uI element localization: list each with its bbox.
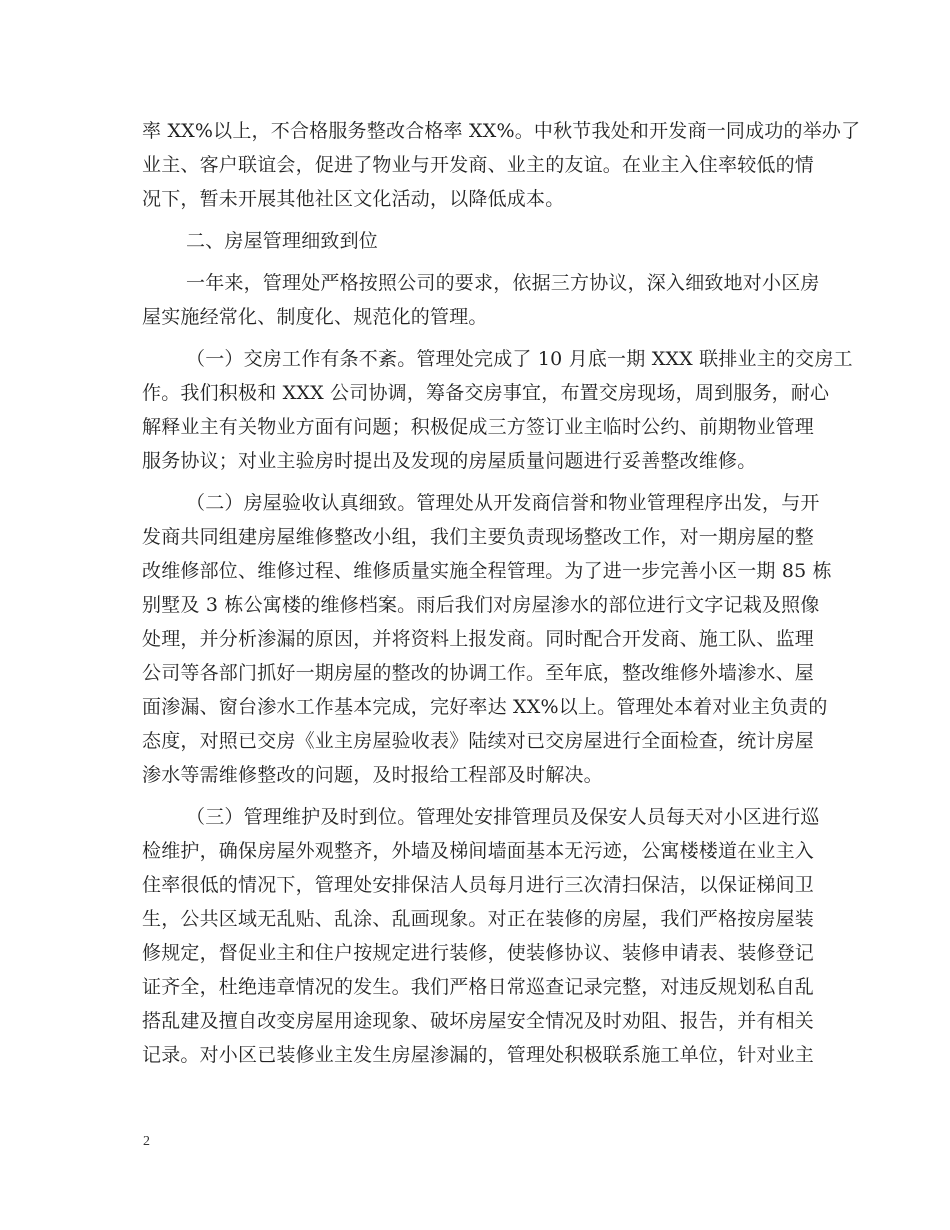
paragraph-handover xyxy=(142,342,853,478)
text-line: （二）房屋验收认真细致。管理处从开发商信誉和物业管理程序出发，与开 xyxy=(186,492,820,514)
text-line: 改维修部位、维修过程、维修质量实施全程管理。为了进一步完善小区一期 85 栋 xyxy=(142,560,832,582)
text-line: 公司等各部门抓好一期房屋的整改的协调工作。至年底，整改维修外墙渗水、屋 xyxy=(142,662,815,684)
text-line: 态度，对照已交房《业主房屋验收表》陆续对已交房屋进行全面检查，统计房屋 xyxy=(142,730,815,752)
section-heading xyxy=(142,224,808,258)
text-line: 修规定，督促业主和住户按规定进行装修，使装修协议、装修申请表、装修登记 xyxy=(142,942,815,964)
paragraph-summary xyxy=(142,266,820,334)
page-number: 2 xyxy=(143,1134,150,1149)
text-line: 业主、客户联谊会，促进了物业与开发商、业主的友谊。在业主入住率较低的情 xyxy=(142,154,815,176)
text-line: 况下，暂未开展其他社区文化活动，以降低成本。 xyxy=(142,188,565,210)
text-line: （三）管理维护及时到位。管理处安排管理员及保安人员每天对小区进行巡 xyxy=(186,806,820,828)
text-line: 检维护，确保房屋外观整齐，外墙及梯间墙面基本无污迹，公寓楼楼道在业主入 xyxy=(142,840,815,862)
text-line: 记录。对小区已装修业主发生房屋渗漏的，管理处积极联系施工单位，针对业主 xyxy=(142,1044,815,1066)
text-line: 作。我们积极和 XXX 公司协调，筹备交房事宜，布置交房现场，周到服务，耐心 xyxy=(142,382,830,404)
paragraph-intro xyxy=(142,114,861,216)
text-line: 处理，并分析渗漏的原因，并将资料上报发商。同时配合开发商、施工队、监理 xyxy=(142,628,815,650)
text-line: 解释业主有关物业方面有问题；积极促成三方签订业主临时公约、前期物业管理 xyxy=(142,416,815,438)
text-line: 证齐全，杜绝违章情况的发生。我们严格日常巡查记录完整，对违反规划私自乱 xyxy=(142,976,815,998)
text-line: 面渗漏、窗台渗水工作基本完成，完好率达 XX%以上。管理处本着对业主负责的 xyxy=(142,696,828,718)
text-line: 渗水等需维修整改的问题，及时报给工程部及时解决。 xyxy=(142,764,603,786)
text-line: 别墅及 3 栋公寓楼的维修档案。雨后我们对房屋渗水的部位进行文字记栽及照像 xyxy=(142,594,820,616)
text-line: 屋实施经常化、制度化、规范化的管理。 xyxy=(142,306,488,328)
paragraph-inspection xyxy=(142,486,832,792)
text-line: 搭乱建及擅自改变房屋用途现象、破坏房屋安全情况及时劝阻、报告，并有相关 xyxy=(142,1010,815,1032)
text-line: 服务协议；对业主验房时提出及发现的房屋质量问题进行妥善整改维修。 xyxy=(142,450,757,472)
paragraph-maintenance xyxy=(142,800,820,1072)
text-line: 发商共同组建房屋维修整改小组，我们主要负责现场整改工作，对一期房屋的整 xyxy=(142,526,815,548)
text-line: 住率很低的情况下，管理处安排保洁人员每月进行三次清扫保洁，以保证梯间卫 xyxy=(142,874,815,896)
text-line: （一）交房工作有条不紊。管理处完成了 10 月底一期 XXX 联排业主的交房工 xyxy=(186,348,853,370)
text-line: 一年来，管理处严格按照公司的要求，依据三方协议，深入细致地对小区房 xyxy=(186,272,820,294)
document-body xyxy=(142,114,861,1080)
text-line: 率 XX%以上，不合格服务整改合格率 XX%。中秋节我处和开发商一同成功的举办了 xyxy=(142,120,861,142)
heading-line: 二、房屋管理细致到位 xyxy=(186,230,379,252)
text-line: 生，公共区域无乱贴、乱涂、乱画现象。对正在装修的房屋，我们严格按房屋装 xyxy=(142,908,815,930)
